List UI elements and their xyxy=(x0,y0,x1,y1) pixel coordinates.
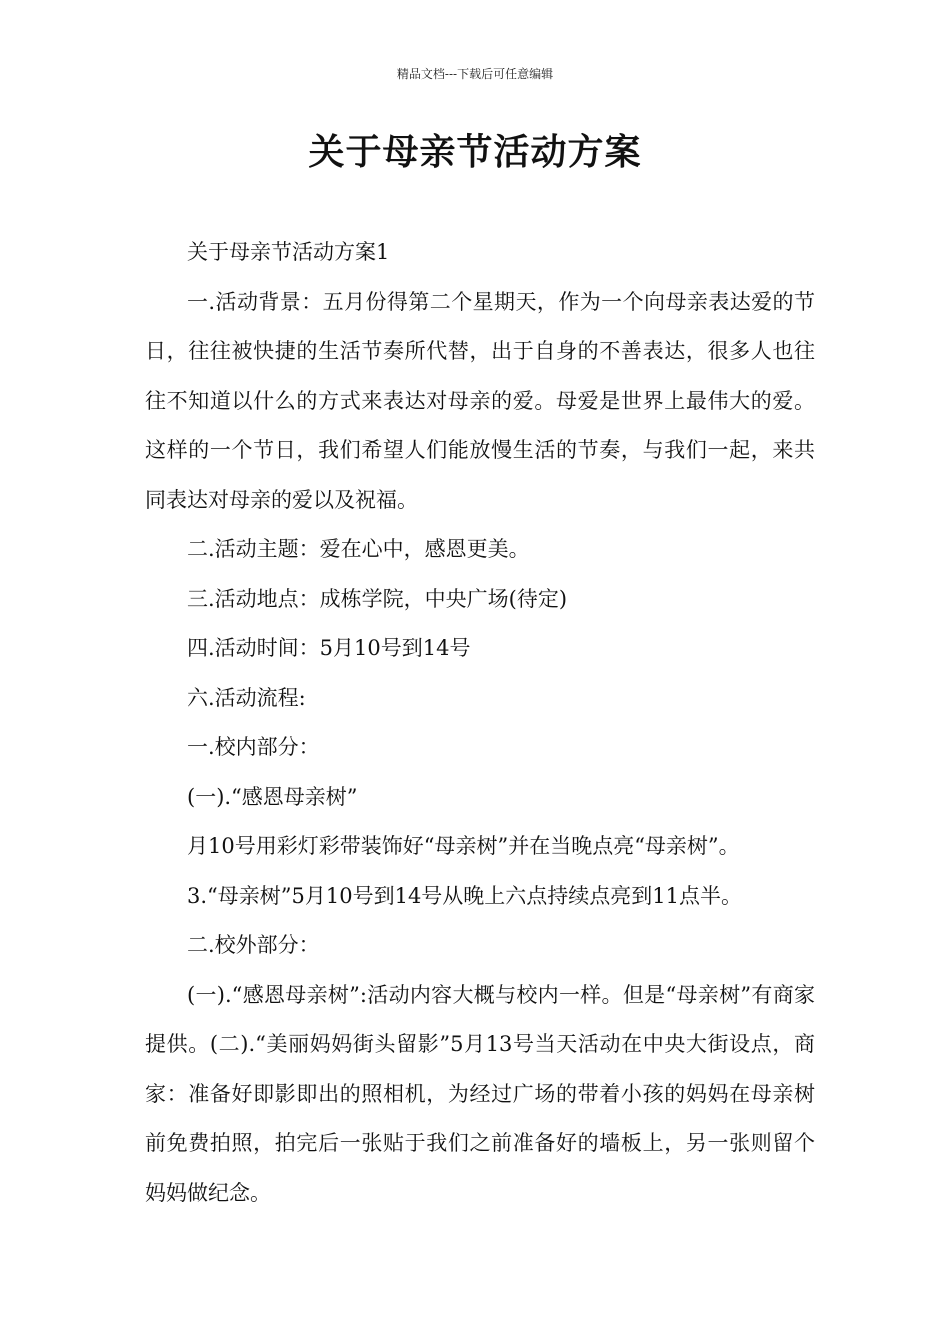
document-title: 关于母亲节活动方案 xyxy=(308,132,642,173)
paragraph-campus-tree: (一).“感恩母亲树” xyxy=(187,784,358,809)
paragraph-background: 一.活动背景：五月份得第二个星期天，作为一个向母亲表达爱的节日，往往被快捷的生活节奏所代替，出于自身的不善表达，很多人也往往不知道以什么的方式来表达对母亲的爱。母爱是世界上最伟大的爱。这样的一个节日，我们希望人们能放慢生活的节奏，与我们一起，来共同表达对母亲的爱以及祝福。 xyxy=(145,289,815,512)
paragraph-campus: 一.校内部分： xyxy=(187,735,320,759)
paragraph-time: 四.活动时间：5月10号到14号 xyxy=(187,636,471,660)
paragraph-process: 六.活动流程: xyxy=(187,685,306,710)
paragraph-lighting: 3.“母亲树”5月10号到14号从晚上六点持续点亮到11点半。 xyxy=(187,883,743,908)
paragraph-location: 三.活动地点：成栋学院，中央广场(待定) xyxy=(187,586,568,611)
page-header: 精品文档---下载后可任意编辑 xyxy=(396,67,554,81)
paragraph-decorate: 月10号用彩灯彩带装饰好“母亲树”并在当晚点亮“母亲树”。 xyxy=(187,834,740,858)
paragraph-theme: 二.活动主题：爱在心中，感恩更美。 xyxy=(187,537,530,561)
section-heading: 关于母亲节活动方案1 xyxy=(187,240,390,264)
document-body xyxy=(145,228,815,1218)
paragraph-offcampus: 二.校外部分： xyxy=(187,933,320,957)
paragraph-offcampus-details: (一).“感恩母亲树”:活动内容大概与校内一样。但是“母亲树”有商家提供。(二).“美丽妈妈街头留影”5月13号当天活动在中央大街设点，商家：准备好即影即出的照相机，为经过广场的带着小孩的妈妈在母亲树前免费拍照，拍完后一张贴于我们之前准备好的墙板上，另一张则留个妈妈做纪念。 xyxy=(145,982,815,1205)
